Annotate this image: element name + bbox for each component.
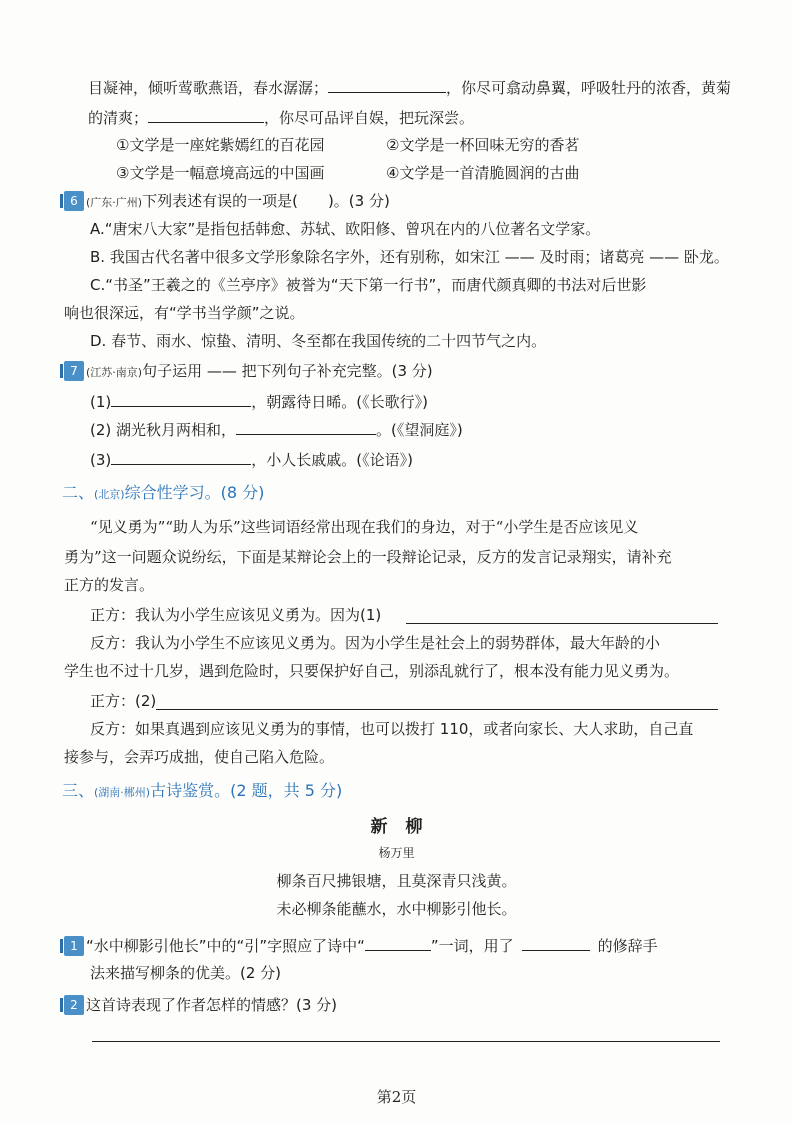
question-text: “水中柳影引他长”中的“引”字照应了诗中“ — [86, 937, 365, 955]
option-4: ④文学是一首清脆圆润的古曲 — [386, 164, 580, 182]
intro-text-1a: 目凝神，倾听莺歌燕语，春水潺潺； — [88, 79, 329, 97]
poem-title: 新柳 — [370, 817, 441, 837]
pro-statement-1: 正方：我认为小学生应该见义勇为。因为(1) — [90, 606, 382, 624]
intro-line-1 — [88, 76, 731, 99]
question-number-badge: 2 — [64, 995, 84, 1015]
question-number-badge: 6 — [64, 191, 84, 211]
section-2-heading — [62, 482, 264, 506]
choice-b: B. 我国古代名著中很多文学形象除名字外，还有别称，如宋江 —— 及时雨；诸葛亮 —— 卧龙。 — [90, 248, 729, 266]
sentence-2 — [90, 418, 463, 441]
paragraph-line: 勇为”这一问题众说纷纭，下面是某辩论会上的一段辩论记录，反方的发言记录翔实，请补充 — [64, 548, 672, 566]
paragraph-line: 正方的发言。 — [64, 576, 155, 594]
answer-blank[interactable] — [522, 934, 590, 951]
con-statement-2b: 接参与，会弄巧成拙，使自己陷入危险。 — [64, 748, 335, 766]
option-1: ①文学是一座姹紫嫣红的百花园 — [116, 136, 325, 154]
sentence-1-number: (1) — [90, 393, 112, 411]
sentence-2-source: 。(《望洞庭》) — [376, 421, 463, 439]
question-7 — [64, 360, 433, 384]
sentence-2-text: (2) 湖光秋月两相和， — [90, 421, 237, 439]
answer-blank[interactable] — [148, 106, 264, 123]
section-number: 二、 — [62, 483, 95, 502]
con-statement-2a: 反方：如果真遇到应该见义勇为的事情，也可以拨打 110，或者向家长、大人求助，自己直 — [90, 720, 694, 738]
question-text: 这首诗表现了作者怎样的情感？(3 分) — [86, 996, 338, 1014]
sentence-1 — [90, 390, 428, 413]
poem-author: 杨万里 — [378, 846, 415, 860]
choice-c-line-1: C.“书圣”王羲之的《兰亭序》被誉为“天下第一行书”，而唐代颜真卿的书法对后世影 — [90, 276, 647, 294]
poem-question-1 — [64, 934, 658, 957]
answer-line[interactable] — [406, 623, 718, 624]
answer-line[interactable] — [156, 709, 718, 710]
region-tag: (湖南·郴州) — [94, 786, 151, 799]
section-number: 三、 — [62, 781, 95, 800]
answer-blank[interactable] — [111, 448, 251, 465]
answer-line[interactable] — [92, 1041, 720, 1042]
question-stem: 句子运用 —— 把下列句子补充完整。(3 分) — [142, 362, 433, 380]
sentence-3-number: (3) — [90, 451, 112, 469]
sentence-3-text: ，小人长戚戚。(《论语》) — [251, 451, 413, 469]
intro-text-2b: ，你尽可品评自娱，把玩深尝。 — [264, 109, 475, 127]
question-stem: 下列表述有误的一项是( )。(3 分) — [142, 192, 390, 210]
question-text: 的修辞手 — [597, 937, 658, 955]
section-title: 综合性学习。(8 分) — [124, 483, 265, 502]
answer-blank[interactable] — [111, 390, 251, 407]
intro-text-1b: ，你尽可翕动鼻翼，呼吸牡丹的浓香，黄菊 — [446, 79, 732, 97]
answer-blank[interactable] — [236, 418, 376, 435]
page-number: 第2页 — [376, 1088, 417, 1106]
region-tag: (广东·广州) — [86, 196, 143, 209]
answer-blank[interactable] — [328, 76, 446, 93]
sentence-3 — [90, 448, 413, 471]
region-tag: (江苏·南京) — [86, 366, 143, 379]
choice-c-line-2: 响也很深远，有“学书当学颜”之说。 — [64, 304, 305, 322]
sentence-1-text: ，朝露待日晞。(《长歌行》) — [251, 393, 428, 411]
question-text-cont: 法来描写柳条的优美。(2 分) — [90, 964, 282, 982]
section-3-heading — [62, 780, 342, 804]
con-statement-1a: 反方：我认为小学生不应该见义勇为。因为小学生是社会上的弱势群体，最大年龄的小 — [90, 634, 661, 652]
question-6 — [64, 190, 390, 214]
option-3: ③文学是一幅意境高远的中国画 — [116, 164, 325, 182]
section-title: 古诗鉴赏。(2 题，共 5 分) — [150, 781, 343, 800]
intro-line-2 — [88, 106, 474, 129]
poem-line-1: 柳条百尺拂银塘，且莫深青只浅黄。 — [276, 872, 517, 890]
poem-question-2 — [64, 994, 337, 1016]
answer-blank[interactable] — [365, 934, 431, 951]
option-2: ②文学是一杯回味无穷的香茗 — [386, 136, 580, 154]
intro-text-2: 的清爽； — [88, 109, 149, 127]
poem-line-2: 未必柳条能蘸水，水中柳影引他长。 — [276, 900, 517, 918]
question-number-badge: 1 — [64, 936, 84, 956]
pro-statement-2: 正方：(2) — [90, 692, 157, 710]
paragraph-line: “见义勇为”“助人为乐”这些词语经常出现在我们的身边，对于“小学生是否应该见义 — [90, 518, 639, 536]
con-statement-1b: 学生也不过十几岁，遇到危险时，只要保护好自己，别添乱就行了，根本没有能力见义勇为。 — [64, 662, 680, 680]
question-number-badge: 7 — [64, 361, 84, 381]
question-text: ”一词，用了 — [430, 937, 514, 955]
region-tag: (北京) — [94, 488, 125, 501]
choice-d: D. 春节、雨水、惊蛰、清明、冬至都在我国传统的二十四节气之内。 — [90, 332, 547, 350]
choice-a: A.“唐宋八大家”是指包括韩愈、苏轼、欧阳修、曾巩在内的八位著名文学家。 — [90, 220, 601, 238]
